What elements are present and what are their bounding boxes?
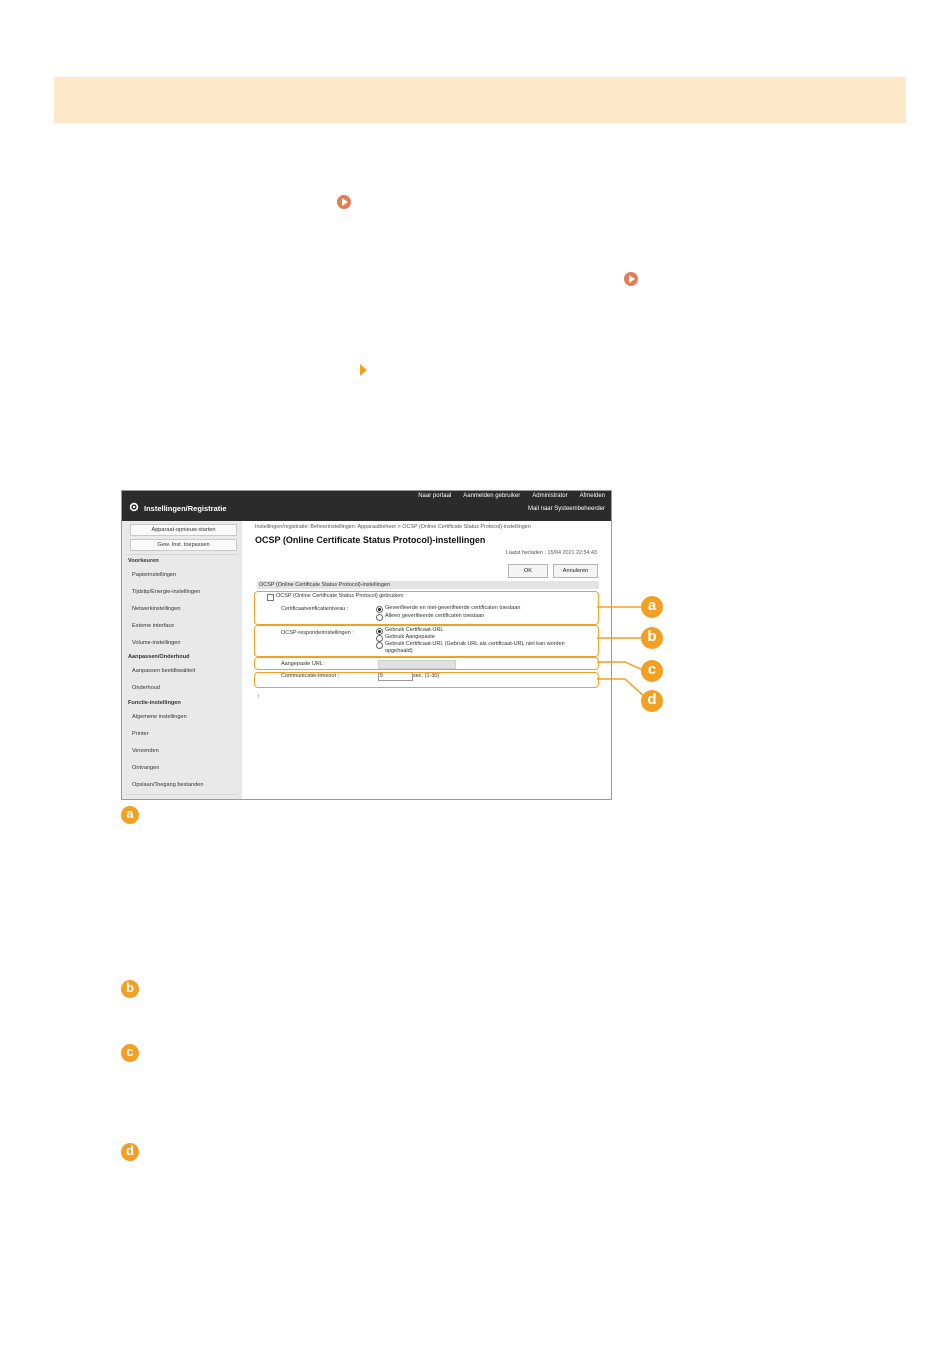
callout-c: c	[641, 660, 663, 682]
callout-b: b	[641, 627, 663, 649]
sidebar-item-store-access[interactable]: Opslaan/Toegang bestanden	[132, 782, 204, 788]
cert-option-label: Alleen geverifieerde certificaten toestaan	[385, 613, 485, 619]
timeout-label: Communicatie-timeout :	[281, 673, 340, 679]
sidebar-item-paper[interactable]: Papierinstellingen	[132, 572, 177, 578]
sidebar-item-network[interactable]: Netwerkinstellingen	[132, 606, 181, 612]
marker-b: b	[121, 980, 139, 998]
sidebar-item-send[interactable]: Verzenden	[132, 748, 159, 754]
sidebar-header-adjust: Aanpassen/Onderhoud	[128, 654, 190, 660]
admin-label: Administrator	[532, 493, 568, 499]
responder-option-label: Gebruik Certificaat-URL (Gebruik URL als certificaat-URL niet kan worden opgehaald)	[385, 641, 565, 654]
custom-url-label: Aangepaste URL :	[281, 661, 326, 667]
apply-settings-button[interactable]: Gew. Inst. toepassen	[130, 539, 237, 551]
timeout-unit: sec. (1-30)	[413, 673, 440, 679]
sidebar-item-image-quality[interactable]: Aanpassen beeldkwaliteit	[132, 668, 196, 674]
callout-a: a	[641, 596, 663, 618]
app-title: Instellingen/Registratie	[144, 504, 227, 513]
ok-button[interactable]: OK	[508, 564, 548, 578]
timeout-input[interactable]: 5	[378, 672, 413, 681]
sidebar-item-maintenance[interactable]: Onderhoud	[132, 685, 160, 691]
login-user-link[interactable]: Aanmelden gebruiker	[463, 493, 521, 499]
sidebar-item-receive[interactable]: Ontvangen	[132, 765, 160, 771]
restart-device-button[interactable]: Apparaat-opnieuw starten	[130, 524, 237, 536]
sidebar-item-external-interface[interactable]: Externe interface	[132, 623, 175, 629]
mail-admin-link[interactable]: Mail naar Systeembeheerder	[527, 506, 605, 512]
section-header: OCSP (Online Certificate Status Protocol)-instellingen	[257, 581, 599, 589]
page-title: OCSP (Online Certificate Status Protocol)-instellingen	[255, 535, 486, 545]
cert-option-label: Geverifieerde en niet-geverifieerde certificaten toestaan	[385, 605, 521, 611]
use-ocsp-label: OCSP (Online Certificate Status Protocol) gebruiken	[276, 593, 404, 599]
responder-option-label: Gebruik Aangepaste	[385, 634, 435, 640]
marker-d: d	[121, 1143, 139, 1161]
marker-c: c	[121, 1044, 139, 1062]
sidebar-header-preferences: Voorkeuren	[128, 558, 159, 564]
sidebar-item-volume[interactable]: Volume-instellingen	[132, 640, 181, 646]
logout-link[interactable]: Afmelden	[579, 493, 605, 499]
portal-link[interactable]: Naar portaal	[418, 493, 452, 499]
sidebar-item-printer[interactable]: Printer	[132, 731, 149, 737]
responder-option-label: Gebruik Certificaat-URL	[385, 627, 444, 633]
responder-label: OCSP-responderinstellingen :	[281, 630, 354, 636]
footnote-mark: ↑	[257, 694, 260, 700]
sidebar-item-general[interactable]: Algemene instellingen	[132, 714, 187, 720]
last-updated: Laatst herladen : 15/04 2021 22:54:43	[505, 550, 597, 556]
marker-a: a	[121, 806, 139, 824]
sidebar-item-timer-energy[interactable]: Tijdstip/Energie-instellingen	[132, 589, 201, 595]
breadcrumb: Instellingen/registratie: Beheerinstellingen: Apparaatbeheer > OCSP (Online Certificate Status Protocol)-instellingen	[255, 524, 531, 530]
sidebar-header-functions: Functie-instellingen	[128, 700, 181, 706]
cancel-button[interactable]: Annuleren	[553, 564, 598, 578]
cert-level-label: Certificaatverificatieniveau :	[281, 606, 349, 612]
callout-d: d	[641, 690, 663, 712]
